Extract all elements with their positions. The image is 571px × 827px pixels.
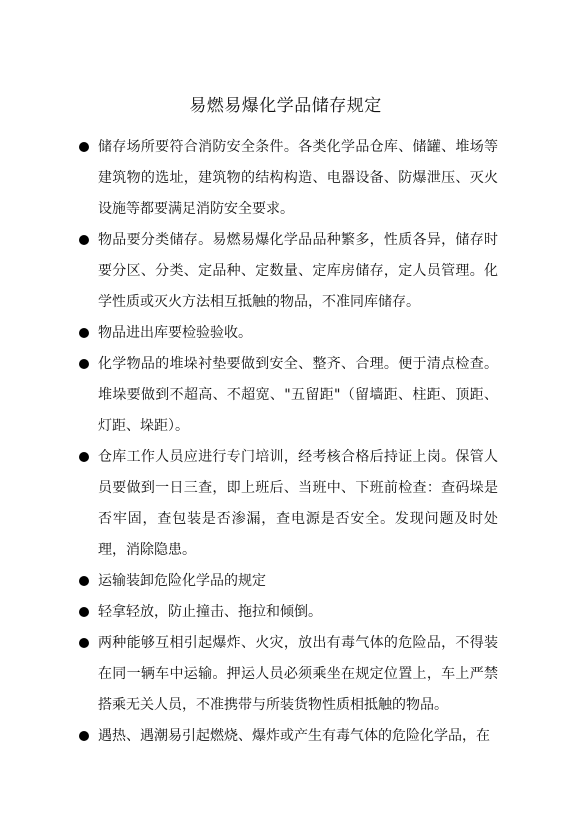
list-item-text: 物品进出库要检验验收。 [98,325,252,341]
bullet-icon [79,359,89,369]
bullet-icon [79,731,89,741]
bullet-icon [79,142,89,152]
list-item-text: 两种能够互相引起爆炸、火灾，放出有毒气体的危险品，不得装在同一辆车中运输。押运人员必须乘坐在规定位置上，车上严禁搭乘无关人员，不准携带与所装货物性质相抵触的物品。 [98,635,498,713]
list-item-text: 物品要分类储存。易燃易爆化学品品种繁多，性质各异，储存时要分区、分类、定品种、定数量、定库房储存，定人员管理。化学性质或灭火方法相互抵触的物品，不准同库储存。 [98,232,498,310]
list-item [78,225,498,318]
bullet-icon [79,235,89,245]
list-item-text: 仓库工作人员应进行专门培训，经考核合格后持证上岗。保管人员要做到一日三查，即上班后、当班中、下班前检查：查码垛是否牢固，查包装是否渗漏，查电源是否安全。发现问题及时处理，消除隐患。 [98,449,498,558]
list-item-text: 遇热、遇潮易引起燃烧、爆炸或产生有毒气体的危险化学品，在 [98,728,490,744]
list-item-text: 轻拿轻放，防止撞击、拖拉和倾倒。 [98,604,322,620]
list-item [78,132,498,225]
list-item-text: 储存场所要符合消防安全条件。各类化学品仓库、储罐、堆场等建筑物的选址，建筑物的结构构造、电器设备、防爆泄压、灭火设施等都要满足消防安全要求。 [98,139,498,217]
bullet-icon [79,328,89,338]
bullet-icon [79,638,89,648]
list-item [78,566,498,597]
list-item [78,442,498,566]
list-item-text: 运输装卸危险化学品的规定 [98,573,266,589]
list-item [78,318,498,349]
bullet-icon [79,607,89,617]
document-title: 易燃易爆化学品储存规定 [189,96,382,116]
list-item [78,597,498,628]
list-item [78,349,498,442]
bullet-icon [79,576,89,586]
list-item [78,721,498,752]
bullet-icon [79,452,89,462]
list-item-text: 化学物品的堆垛衬垫要做到安全、整齐、合理。便于清点检查。堆垛要做到不超高、不超宽、"五留距"（留墙距、柱距、顶距、灯距、垛距）。 [98,356,498,434]
list-item [78,628,498,721]
regulation-list [78,132,498,752]
